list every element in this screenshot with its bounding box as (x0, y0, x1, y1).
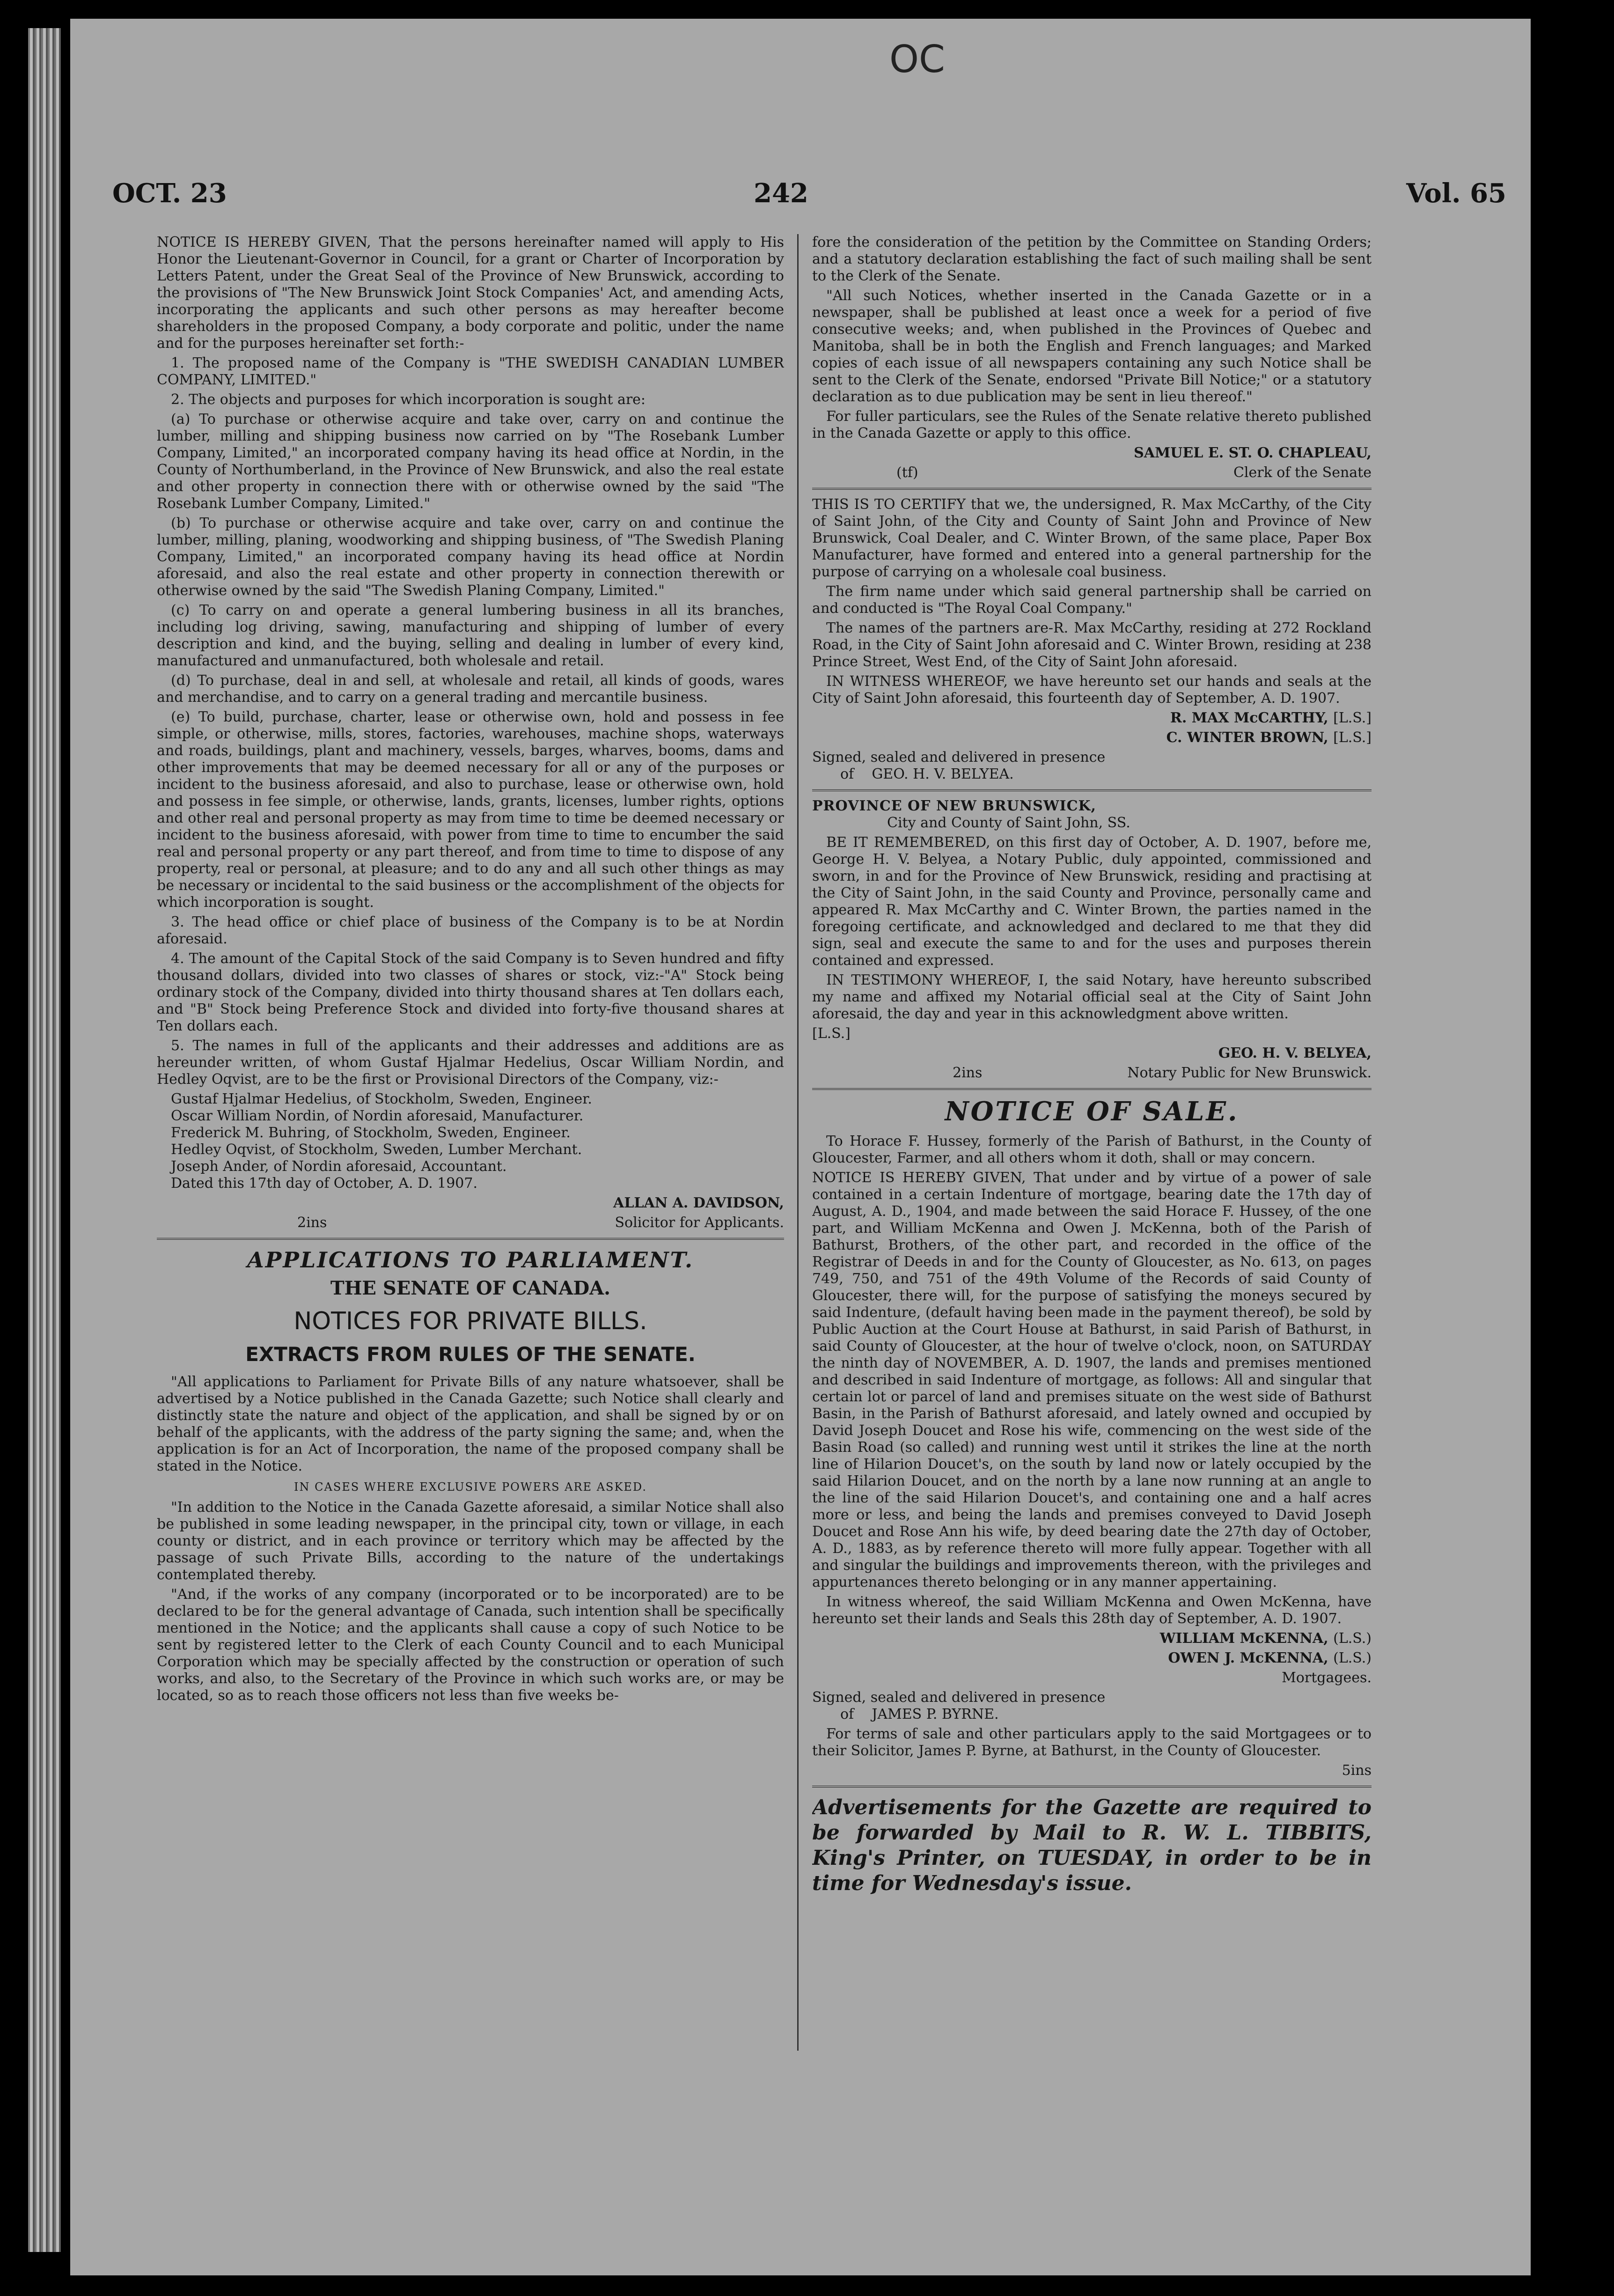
senate-rule-4: "All such Notices, whether inserted in the Canada Gazette or in a newspaper, shall be published at least once a week for a period of five consecutive weeks; and, when published in the Provinces of Quebec and Manitoba, shall be in both the English and French languages; and Marked copies of each issue of all newspapers containing any such Notice shall be sent to the Clerk of the Senate, endorsed "Private Bill Notice;" or a statutory declaration as to due publication may be sent in lieu thereof." (812, 287, 1372, 405)
sale-addressee: To Horace F. Hussey, formerly of the Parish of Bathurst, in the County of Gloucester, Farmer, and all others whom it doth, shall or may concern. (812, 1133, 1372, 1166)
partner-names: The names of the partners are-R. Max McCarthy, residing at 272 Rockland Road, in the City of Saint John aforesaid and C. Winter Brown, residing at 238 Prince Street, West End, of the City of Saint John aforesaid. (812, 620, 1372, 670)
column-divider (797, 234, 799, 2051)
insertions-count: 2ins (953, 1065, 983, 1081)
dated-line: Dated this 17th day of October, A. D. 1907. (171, 1175, 478, 1192)
clause-5: 5. The names in full of the applicants and their addresses and additions are as hereunder written, of whom Gustaf Hjalmar Hedelius, Oscar William Nordin, and Hedley Oqvist, are to be the first or Provisional Directors of the Company, viz:- (157, 1038, 784, 1088)
province-line: PROVINCE OF NEW BRUNSWICK, (812, 798, 1096, 814)
left-column (157, 234, 784, 2144)
signature-owen-mckenna: OWEN J. McKENNA, (L.S.) (1168, 1650, 1372, 1666)
signature-mccarthy: R. MAX McCARTHY, [L.S.] (1170, 710, 1372, 726)
section-rule (157, 1238, 784, 1240)
clerk-row (812, 464, 1372, 481)
testimony-clause: IN TESTIMONY WHEREOF, I, the said Notary, have hereunto subscribed my name and affixed my Notarial official seal at the City of Saint John aforesaid, the day and year in this acknowledgment above written. (812, 972, 1372, 1022)
senate-rule-continued: fore the consideration of the petition by the Committee on Standing Orders; and a statutory declaration establishing the fact of such mailing shall be sent to the Clerk of the Senate. (812, 234, 1372, 284)
applicant-name: Hedley Oqvist, of Stockholm, Sweden, Lumber Merchant. (171, 1141, 582, 1158)
partnership-certificate: THIS IS TO CERTIFY that we, the undersigned, R. Max McCarthy, of the City of Saint John, of the City and County of Saint John and Province of New Brunswick, Coal Dealer, and C. Winter Brown, of the same place, Paper Box Manufacturer, have formed and entered into a general partnership for the purpose of carrying on a wholesale coal business. (812, 496, 1372, 580)
notice-of-sale-heading: NOTICE OF SALE. (945, 1096, 1239, 1127)
applicant-name: Frederick M. Buhring, of Stockholm, Sweden, Engineer. (171, 1125, 571, 1141)
incorporation-notice-intro: NOTICE IS HEREBY GIVEN, That the persons hereinafter named will apply to His Honor the Lieutenant-Governor in Council, for a grant or Charter of Incorporation by Letters Patent, under the Great Seal of the Province of New Brunswick, according to the provisions of "The New Brunswick Joint Stock Companies' Act, and amending Acts, incorporating the applicants and such other persons as may hereafter become shareholders in the proposed Company, a body corporate and politic, under the name and for the purposes hereinafter set forth:- (157, 234, 784, 352)
notary-signature: GEO. H. V. BELYEA, (1218, 1045, 1372, 1061)
applicant-name: Gustaf Hjalmar Hedelius, of Stockholm, Sweden, Engineer. (171, 1091, 592, 1107)
page-stack-edge (28, 28, 61, 2252)
clause-2: 2. The objects and purposes for which incorporation is sought are: (171, 391, 646, 408)
mortgagees-label: Mortgagees. (1282, 1670, 1372, 1686)
section-rule (812, 488, 1372, 490)
applicant-name: Oscar William Nordin, of Nordin aforesaid, Manufacturer. (171, 1108, 584, 1124)
header-page-number: 242 (754, 178, 808, 209)
senate-rule-3: "And, if the works of any company (incorporated or to be incorporated) are to be declared to be for the general advantage of Canada, such intention shall be specifically mentioned in the Notice; and the applicants shall cause a copy of such Notice to be sent by registered letter to the Clerk of each County Council and to each Municipal Corporation which may be specially affected by the construction or operation of such works, and also, to the Secretary of the Province in which such works are, or may be located, so as to reach those officers not less than five weeks be- (157, 1586, 784, 1704)
insertions-count: 2ins (297, 1214, 327, 1231)
senate-rule-2: "In addition to the Notice in the Canada Gazette aforesaid, a similar Notice shall also be published in some leading newspaper, in the principal city, town or village, in each county or district, and in each province or territory which may be affected by the passage of such Private Bills, according to the nature of the undertakings contemplated thereby. (157, 1499, 784, 1583)
clause-b: (b) To purchase or otherwise acquire and take over, carry on and continue the lumber, milling, planing, woodworking and shipping business, of "The Swedish Planing Company, Limited," an incorporated company having its head office at Nordin aforesaid, and also the real estate and other property in connection therewith or otherwise owned by the said "The Swedish Planing Company, Limited." (157, 515, 784, 599)
senate-heading: THE SENATE OF CANADA. (330, 1277, 611, 1299)
clause-c: (c) To carry on and operate a general lumbering business in all its branches, including log driving, sawing, manufacturing and shipping of lumber of every description and kind, and the buying, selling and dealing in lumber of every kind, manufactured and unmanufactured, both wholesale and retail. (157, 602, 784, 669)
solicitor-row (157, 1214, 784, 1231)
private-bills-heading: NOTICES FOR PRIVATE BILLS. (293, 1307, 647, 1335)
clause-3: 3. The head office or chief place of business of the Company is to be at Nordin aforesaid. (157, 914, 784, 947)
notary-role: Notary Public for New Brunswick. (1127, 1065, 1372, 1081)
clause-1: 1. The proposed name of the Company is "THE SWEDISH CANADIAN LUMBER COMPANY, LIMITED." (157, 355, 784, 388)
signature-brown: C. WINTER BROWN, [L.S.] (1166, 729, 1372, 746)
right-column (812, 234, 1372, 2144)
notary-acknowledgment: BE IT REMEMBERED, on this first day of October, A. D. 1907, before me, George H. V. Belyea, a Notary Public, duly appointed, commissioned and sworn, in and for the Province of New Brunswick, residing and practising at the City of Saint John, in the said County and Province, personally came and appeared R. Max McCarthy and C. Winter Brown, the parties named in the foregoing certificate, and acknowledged and declared to me that they did sign, seal and execute the same to and for the uses and purposes therein contained and expressed. (812, 834, 1372, 969)
solicitor-role: Solicitor for Applicants. (615, 1214, 784, 1231)
signature-william-mckenna: WILLIAM McKENNA, (L.S.) (1159, 1630, 1372, 1647)
handwritten-mark: OC (889, 37, 945, 81)
page-header (112, 178, 1506, 220)
clerk-role: Clerk of the Senate (1233, 464, 1372, 481)
clause-a: (a) To purchase or otherwise acquire and take over, carry on and continue the lumber, milling and shipping business now carried on by "The Rosebank Lumber Company, Limited," an incorporated company having its head office at Nordin, in the County of Northumberland, in the Province of New Brunswick, and also the real estate and other property in connection there with or otherwise owned by the said "The Rosebank Lumber Company, Limited." (157, 411, 784, 512)
witness-line: of JAMES P. BYRNE. (840, 1706, 999, 1722)
sale-notice-body: NOTICE IS HEREBY GIVEN, That under and by virtue of a power of sale contained in a certain Indenture of mortgage, bearing date the 17th day of August, A. D., 1904, and made between the said Horace F. Hussey, of the one part, and William McKenna and Owen J. McKenna, both of the Parish of Bathurst, Brothers, of the other part, and recorded in the office of the Registrar of Deeds in and for the County of Gloucester, as No. 613, on pages 749, 750, and 751 of the 49th Volume of the Records of said County of Gloucester, there will, for the purpose of satisfying the moneys secured by said Indenture, (default having been made in the payment thereof), be sold by Public Auction at the Court House at Bathurst, in said Parish of Bathurst, in said County of Gloucester, at the hour of twelve o'clock, noon, on SATURDAY the ninth day of NOVEMBER, A. D. 1907, the lands and premises mentioned and described in said Indenture of mortgage, as follows: All and singular that certain lot or parcel of land and premises situate on the west side of Bathurst Basin, in the Parish of Bathurst aforesaid, and lately owned and occupied by David Joseph Doucet and Rose his wife, commencing on the west side of the Basin Road (so called) and running west until it strikes the line at the north line of Hilarion Doucet's, on the south by land now or lately occupied by the said Hilarion Doucet, and on the north by a lane now running at an angle to the line of the said Hilarion Doucet's, and containing one and a half acres more or less, and being the lands and premises conveyed to David Joseph Doucet and Rose Ann his wife, by deed bearing date the 27th day of October, A. D., 1883, as by reference thereto will more fully appear. Together with all and singular the buildings and improvements thereon, with the privileges and appurtenances thereto belonging or in any manner appertaining. (812, 1170, 1372, 1590)
section-rule (812, 1786, 1372, 1788)
notary-row (812, 1065, 1372, 1082)
header-date: OCT. 23 (112, 178, 227, 209)
tf-mark: (tf) (896, 464, 918, 481)
insertions-count: 5ins (1342, 1762, 1372, 1779)
fuller-particulars: For fuller particulars, see the Rules of the Senate relative thereto published in the Canada Gazette or apply to this office. (812, 408, 1372, 442)
county-line: City and County of Saint John, SS. (887, 815, 1130, 831)
signed-sealed-line: Signed, sealed and delivered in presence (812, 749, 1106, 765)
section-rule (812, 789, 1372, 791)
witness-line: of GEO. H. V. BELYEA. (840, 766, 1014, 782)
section-rule (812, 1088, 1372, 1090)
senate-rule-1: "All applications to Parliament for Private Bills of any nature whatsoever, shall be advertised by a Notice published in the Canada Gazette; such Notice shall clearly and distinctly state the nature and object of the application, and shall be signed by or on behalf of the applicants, with the address of the party signing the same; and, when the application is for an Act of Incorporation, the name of the proposed company shall be stated in the Notice. (157, 1374, 784, 1474)
firm-name: The firm name under which said general partnership shall be carried on and conducted is "The Royal Coal Company." (812, 583, 1372, 617)
witness-clause: IN WITNESS WHEREOF, we have hereunto set our hands and seals at the City of Saint John aforesaid, this fourteenth day of September, A. D. 1907. (812, 673, 1372, 706)
sale-terms: For terms of sale and other particulars apply to the said Mortgagees or to their Solicitor, James P. Byrne, at Bathurst, in the County of Gloucester. (812, 1726, 1372, 1759)
clerk-signature: SAMUEL E. ST. O. CHAPLEAU, (1134, 445, 1372, 461)
applicant-name: Joseph Ander, of Nordin aforesaid, Accountant. (171, 1158, 507, 1175)
mortgagee-witness: In witness whereof, the said William McKenna and Owen McKenna, have hereunto set their lands and Seals this 28th day of September, A. D. 1907. (812, 1594, 1372, 1627)
clause-4: 4. The amount of the Capital Stock of the said Company is to Seven hundred and fifty thousand dollars, divided into two classes of shares or stock, viz:-"A" Stock being ordinary stock of the Company, divided into thirty thousand shares at Ten dollars each, and "B" Stock being Preference Stock and divided into forty-five thousand shares at Ten dollars each. (157, 950, 784, 1034)
notary-seal: [L.S.] (812, 1025, 851, 1042)
clause-e: (e) To build, purchase, charter, lease or otherwise own, hold and possess in fee simple, or otherwise, mills, stores, factories, warehouses, machine shops, waterways and roads, buildings, plant and machinery, vessels, barges, wharves, booms, dams and other improvements that may be deemed necessary for all or any of the purposes or incident to the business aforesaid, and also to purchase, lease or otherwise own, hold and possess in fee simple, or otherwise, lands, grants, licenses, lumber rights, options and other real and personal property as may from time to time be deemed necessary or incident to the business aforesaid, with power from time to time to encumber the said real and personal property or any part thereof, and from time to time to dispose of any property, real or personal, at pleasure; and to do any and all such other things as may be necessary or incidental to the said business or the accomplishment of the objects for which incorporation is sought. (157, 709, 784, 911)
extracts-heading: EXTRACTS FROM RULES OF THE SENATE. (245, 1343, 696, 1366)
exclusive-powers-subheading: IN CASES WHERE EXCLUSIVE POWERS ARE ASKED. (294, 1480, 647, 1494)
signed-sealed-line: Signed, sealed and delivered in presence (812, 1689, 1106, 1706)
clause-d: (d) To purchase, deal in and sell, at wholesale and retail, all kinds of goods, wares and merchandise, and to carry on a general trading and mercantile business. (157, 672, 784, 706)
header-volume: Vol. 65 (1406, 178, 1506, 209)
solicitor-signature: ALLAN A. DAVIDSON, (613, 1195, 784, 1211)
applications-heading: APPLICATIONS TO PARLIAMENT. (247, 1247, 694, 1273)
advertisement-notice: Advertisements for the Gazette are required to be forwarded by Mail to R. W. L. TIBBITS, King's Printer, on TUESDAY, in order to be in time for Wednesday's issue. (812, 1796, 1372, 1895)
